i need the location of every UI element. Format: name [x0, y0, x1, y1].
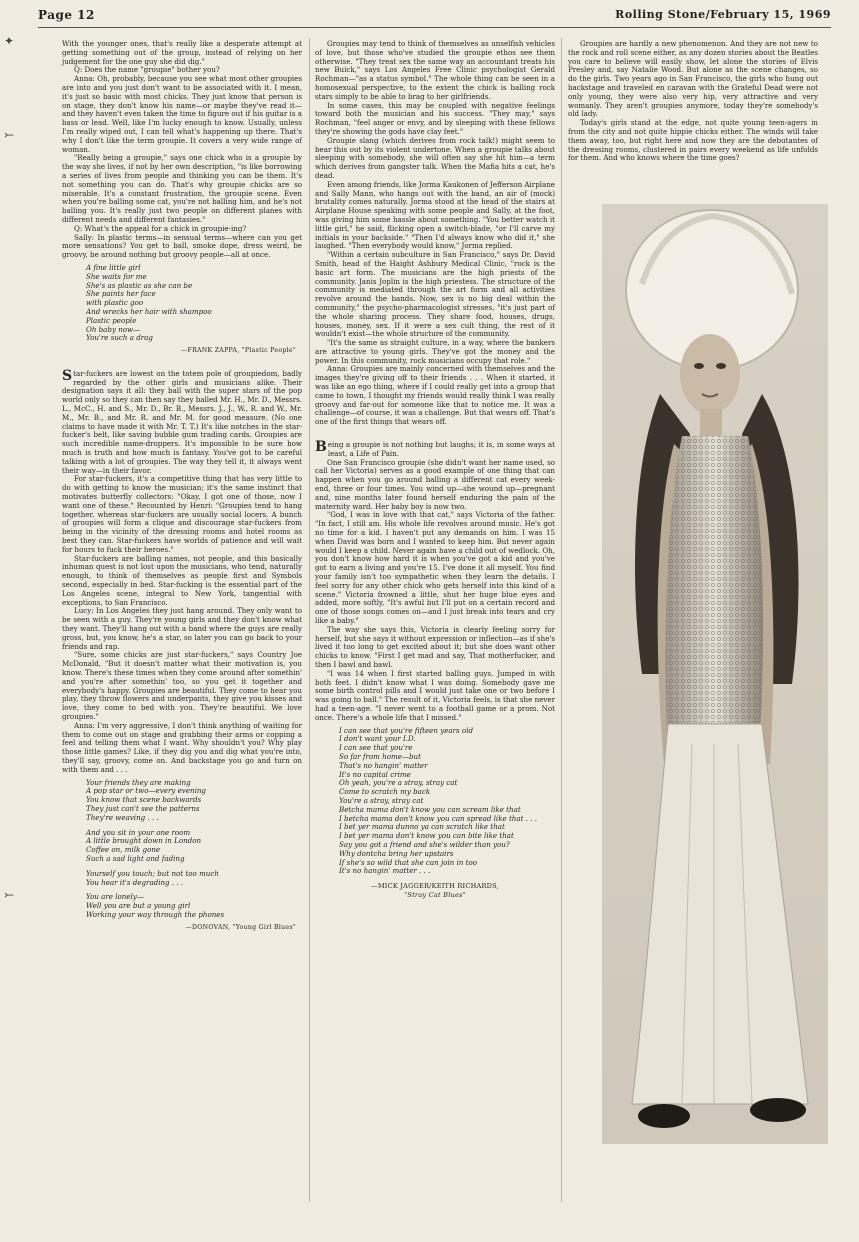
lyric-line: It's no capital crime [339, 769, 411, 779]
lyric-line: She's as plastic as she can be [86, 280, 193, 290]
neck [700, 409, 722, 439]
lyric-line: A pop star or two—every evening [86, 786, 206, 796]
lyric-line: A fine little girl [86, 262, 141, 272]
paragraph: Lucy: In Los Angeles they just hang around. They only want to be seen with a guy. They're young girls and they don't know what they want. They'll hang out with a band where the guys are really gross, but, you know, he's a star, so later you can go back to your friends and rap. [62, 606, 302, 651]
lyric-line: I bet yer mama dunno ya can scratch like that [339, 822, 505, 832]
shoe-left [638, 1104, 690, 1128]
margin-mark-icon: ⤚ [4, 888, 15, 902]
margin-mark-icon: ✦ [4, 34, 15, 48]
eye [694, 363, 704, 369]
header-rule [38, 27, 831, 28]
lyric-line: And you sit in your one room [86, 827, 191, 837]
lyric-line: Working your way through the phones [86, 909, 225, 919]
lyric-line: They just can't see the patterns [86, 803, 200, 813]
page-header [38, 8, 831, 28]
face [680, 334, 740, 414]
paragraph: Groupie slang (which derives from rock talk!) might seem to bear this out by its violent undertone. When a groupie talks about sleeping with somebody, she will often say she hit him—a term which derives from gangster talk. When the Mafia hits a cat, he's dead. [315, 135, 555, 180]
lyric-line: with plastic goo [86, 298, 144, 308]
lyric-credit: —DONOVAN, "Young Girl Blues" [185, 923, 296, 931]
credit-song: "Stray Cat Blues" [404, 890, 466, 899]
lyric-line: You are lonely— [86, 892, 144, 902]
paragraph: Anna: Oh, probably, because you see what most other groupies are into and you just don't want to be associated with it. I mean, it's just so basic with most chicks. They just know that person is on stage, they don't know his name—or maybe they've read it—and they haven't even taken the time to figure out if his guitar is a bass or lead. Well, like I'm lucky enough to know. Usually, unless I'm really wiped out, I can tell what's happening up there. That's why I don't like the term groupie. It covers a very wide range of woman. [62, 74, 302, 154]
paragraph: With the younger ones, that's really like a desperate attempt at getting something out of the group, instead of relying on her judgement for the one guy she did dig." [62, 39, 302, 66]
lyric-line: I don't want your I.D. [339, 734, 416, 744]
paragraph: Star-fuckers are balling names, not people, and this basically inhuman quest is not lost upon the musicians, who tend, naturally enough, to think of themselves as people first and Symbols second, especially in bed. Star-fucking is the essential part of the Los Angeles scene, integral to New York, tangential with exceptions, to San Francisco. [62, 553, 302, 607]
lyrics-stray-cat-blues [315, 727, 555, 877]
lyric-line: I can see that you're fifteen years old [339, 725, 473, 735]
paragraph: "Really being a groupie," says one chick who is a groupie by the way she lives, if not by her own description, "is like borrowing a series of lives from people and thinking you can be them. It's not something you can do. That's why groupie chicks are so miserable. It's a constant frustration, the groupie scene. Even when you're balling some cat, you're not balling him, and he's not balling you. It's really just two people on different planes with different needs and different fantasies." [62, 153, 302, 224]
lyric-line: Well you are but a young girl [86, 901, 191, 911]
paragraph: "God, I was in love with that cat," says Victoria of the father. "In fact, I still am. His whole life revolves around music. He's got no time for a kid. I haven't put any demands on him. I was 15 when David was born and I wanted to keep him. But never again would I keep a child. Never again have a child out of wedlock. Oh, you don't know how hard it is when you've got a kid and you've got to earn a living and you're 15. I've done it all myself. You find your family isn't too sympathetic when they learn the details. I feel sorry for any other chick who gets herself into this kind of a scene." Victoria frowned a little, shut her huge blue eyes and added, more softly, "It's awful but I'll put on a certain record and one of those songs comes on—and I just break into tears and cry like a baby." [315, 510, 555, 625]
lyric-line: Coffee on, milk gone [86, 845, 161, 855]
lyric-line: You know that scene backwards [86, 795, 202, 805]
masthead-date: Rolling Stone/February 15, 1969 [615, 8, 831, 21]
lyric-line: A little brought down in London [86, 836, 202, 846]
paragraph: "It's the same as straight culture, in a way, where the bankers are attractive to young girls. They've got the money and the power. In this community, rock musicians occupy that role." [315, 338, 555, 365]
lyric-credit [315, 882, 555, 900]
lyric-line: Oh baby now— [86, 324, 141, 334]
groupie-portrait-photo [602, 204, 828, 1144]
lyric-line: So far from home—but [339, 751, 421, 761]
lyric-line: You're a stray, stray cat [339, 795, 424, 805]
paragraph: One San Francisco groupie (she didn't want her name used, so call her Victoria) serves as a good example of one thing that can happen when you go around balling a different cat every week-end, three or four times. You wind up—she wound up—pregnant and, nine months later found herself enduring the pain of the maternity ward. Her baby boy is now two. [315, 457, 555, 511]
lyric-line: She waits for me [86, 271, 147, 281]
credit-authors: —MICK JAGGER/KEITH RICHARDS, [371, 882, 499, 891]
lyric-line: Betcha mama don't know you can scream like that [339, 804, 521, 814]
lyric-credit: —FRANK ZAPPA, "Plastic People" [180, 347, 296, 355]
lyric-line: You hear it's degrading . . . [86, 877, 184, 887]
paragraph: The way she says this, Victoria is clearly feeling sorry for herself, but she says it without expression or inflection—as if she's lived it too long to get excited about it; but she does want other chicks to know. "First I get mad and say, That motherfucker, and then I bawl and bawl. [315, 624, 555, 669]
paragraph: "I was 14 when I first started balling guys. Jumped in with both feet. I didn't know what I was doing. Somebody gave me some birth control pills and I would just take one or two before I was going to ball." The result of it, Victoria feels, is that she never had a teen-age. "I never went to a football game or a prom. Not once. There's a whole life that I missed." [315, 668, 555, 722]
lyric-line: Say you got a friend and she's wilder than you? [339, 839, 510, 849]
question: Q: What's the appeal for a chick in groupie-ing? [74, 223, 247, 233]
section-paragraph: Being a groupie is not nothing but laughs; it is, in some ways at least, a Life of Pain. [315, 439, 555, 458]
lyric-line: Why dontcha bring her upstairs [339, 848, 454, 858]
paragraph: For star-fuckers, it's a competitive thing that has very little to do with getting to know the musician; it's the same instinct that motivates butterfly collectors: "Okay, I got one of those, now I want one of these." Recounted by Henri: "Groupies tend to hang together, whereas star-fuckers are usually social locers. A bunch of groupies will form a clique and discourage star-fuckers from being in the vicinity of the dressing rooms and hotel rooms as best they can. Star-fuckers have worlds of patience and will wait for hours to fuck their heroes." [62, 474, 302, 554]
lyric-line: Yourself you touch; but not too much [86, 868, 219, 878]
shoe-right [750, 1098, 806, 1122]
lyric-line: They're weaving . . . [86, 812, 159, 822]
question: Q: Does the name "groupie" bother you? [74, 65, 220, 75]
article-column-1 [62, 40, 302, 933]
lyrics-young-girl-blues [62, 779, 302, 920]
paragraph: "Sure, some chicks are just star-fuckers," says Country Joe McDonald, "But it doesn't matter what their motivation is, you know. There's these times when they come around after somethin' and you're after somethin' too, so you get it together and everybody's happy. Groupies are beautiful. They come to hear you play, they throw flowers and underpants, they give you kisses and love, they come to bed with you. They're beautiful. We love groupies." [62, 650, 302, 721]
paragraph: In some cases, this may be coupled with negative feelings toward both the musician and his success. "They may," says Rochman, "feel anger or envy, and by sleeping with these fellows they're showing the gods have clay feet." [315, 100, 555, 136]
lyric-line: And wrecks her hair with shampoo [86, 306, 212, 316]
paragraph: "Within a certain subculture in San Francisco," says Dr. David Smith, head of the Haight Ashbury Medical Clinic, "rock is the basic art form. The musicians are the high priests of the community. Janis Joplin is the high priestess. The structure of the community is mediated through the art form and all activities revolve around the bands. Now, sex is no big deal within the community," the psycho-pharmacologist stresses, "it's just part of the whole sharing process. They share food, houses, drugs, houses, money, sex. If it were a sex cult thing, the rest of it wouldn't exist—the whole structure of the community. [315, 250, 555, 339]
lyric-line: Come to scratch my back [339, 787, 431, 797]
lyric-line: She paints her face [86, 289, 156, 299]
lyric-line: I bet yer mama don't know you can bite like that [339, 831, 514, 841]
lyric-line: I can see that you're [339, 743, 413, 753]
paragraph: Anna: Groupies are mainly concerned with themselves and the images they're giving off to their friends . . . When it started, it was like an ego thing, where if I could really get into a group that came to town, I thought my friends would really think I was really groovy and far-out for someone like that to notice me. It was a challenge—of course, it was a challenge. But that wears off. That's one of the first things that wears off. [315, 364, 555, 427]
margin-mark-icon: ⤚ [4, 128, 15, 142]
lyric-line: Your friends they are making [86, 777, 191, 787]
lyric-line: You're such a drag [86, 333, 153, 343]
lyric-line: Such a sad light and fading [86, 853, 185, 863]
paragraph: Groupies are hardly a new phenomenon. And they are not new to the rock and roll scene either, as any dozen stories about the Beatles you care to believe will easily show, let alone the stories of Elvis Presley and, say Natalie Wood. But alone as the scene changes, so do the girls. Two years ago in San Francisco, the girls who hung out backstage and traveled en caravan with the Grateful Dead were not only young, they were also very hip, very attractive and very womanly. They aren't groupies anymore, today they're somebody's old lady. [568, 39, 818, 119]
section-paragraph: Star-fuckers are lowest on the totem pole of groupiedom, badly regarded by the other girls and musicians alike. Their designation says it all: they ball with the super stars of the pop world only so they can then say they balled Mr. H., Mr. D., Messrs. L., McC., H. and S., Mr. D., Br. B., Messrs. J., J., W., R. and W., Mr. M., Mr. B., and Mr. R. and Mr. M. for good measure. (No one claims to have made it with Mr. T. T.) It's like notches in the star-fucker's belt, like saving bubble gum trading cards. Groupies are such incredible name-droppers. It's impossible to be sure how much is truth and how much is fantasy. You've got to be careful talking with a lot of groupies. The way they tell it, it always went their way—in their favor. [62, 367, 302, 475]
paragraph: Groupies may tend to think of themselves as unselfish vehicles of love, but those who've studied the groupie ethos see them otherwise. "They treat sex the same way an accountant treats his new Buick," says Los Angeles Free Clinic psychologist Gerald Rochman—"as a status symbol." The whole thing can be seen in a homosexual perspective, to the extent the chick is balling rock stars simply to be able to brag to her girlfriends. [315, 39, 555, 101]
eye [716, 363, 726, 369]
page-number: Page 12 [38, 8, 95, 22]
lyric-line: Plastic people [86, 315, 137, 325]
article-column-3 [568, 40, 818, 163]
lyric-line: If she's so wild that she can join in too [339, 857, 477, 867]
lyrics-plastic-people [62, 264, 302, 343]
lyric-line: I betcha mama don't know you can spread like that . . . [339, 813, 537, 823]
article-column-2 [315, 40, 555, 906]
lyric-line: Oh yeah, you're a stray, stray cat [339, 778, 458, 788]
lyric-line: That's no hangin' matter [339, 760, 428, 770]
paragraph: Today's girls stand at the edge, not quite young teen-agers in from the city and not quite hippie chicks either. The winds will take them away, too, but right here and now they are the debutantes of the dressing rooms, clustered in pairs every weekend as life unfolds for them. And who knows where the time goes? [568, 118, 818, 163]
paragraph: Even among friends, like Jorma Kaukonen of Jefferson Airplane and Sally Mann, who hangs out with the band, an air of (mock) brutality comes naturally. Jorma stood at the head of the stairs at Airplane House speaking with some people and Sally, at the foot, was giving him some hassle about something. "You better watch it little girl," he said, flicking open a switch-blade, "or I'll carve my initials in your backside." "Then I'd always know who did it," she laughed. "Then everybody would know," Jorma replied. [315, 179, 555, 251]
paragraph: Anna: I'm very aggressive, I don't think anything of waiting for them to come out on stage and grabbing their arms or copping a feel and telling them what I want. Why shouldn't you? Why play those little games? Like, if they dig you and dig what you're into, they'll say, groovy, come on. And backstage you go and turn on with them and . . . [62, 720, 302, 774]
column-divider [561, 38, 562, 1202]
paragraph: Sally: In plastic terms—in sensual terms—where can you get more sensations? You get to ball, smoke dope, dress weird, be groovy, be around nothing but groovy people—all at once. [62, 232, 302, 260]
lyric-line: It's no hangin' matter . . . [339, 866, 431, 876]
column-divider [309, 38, 310, 1202]
